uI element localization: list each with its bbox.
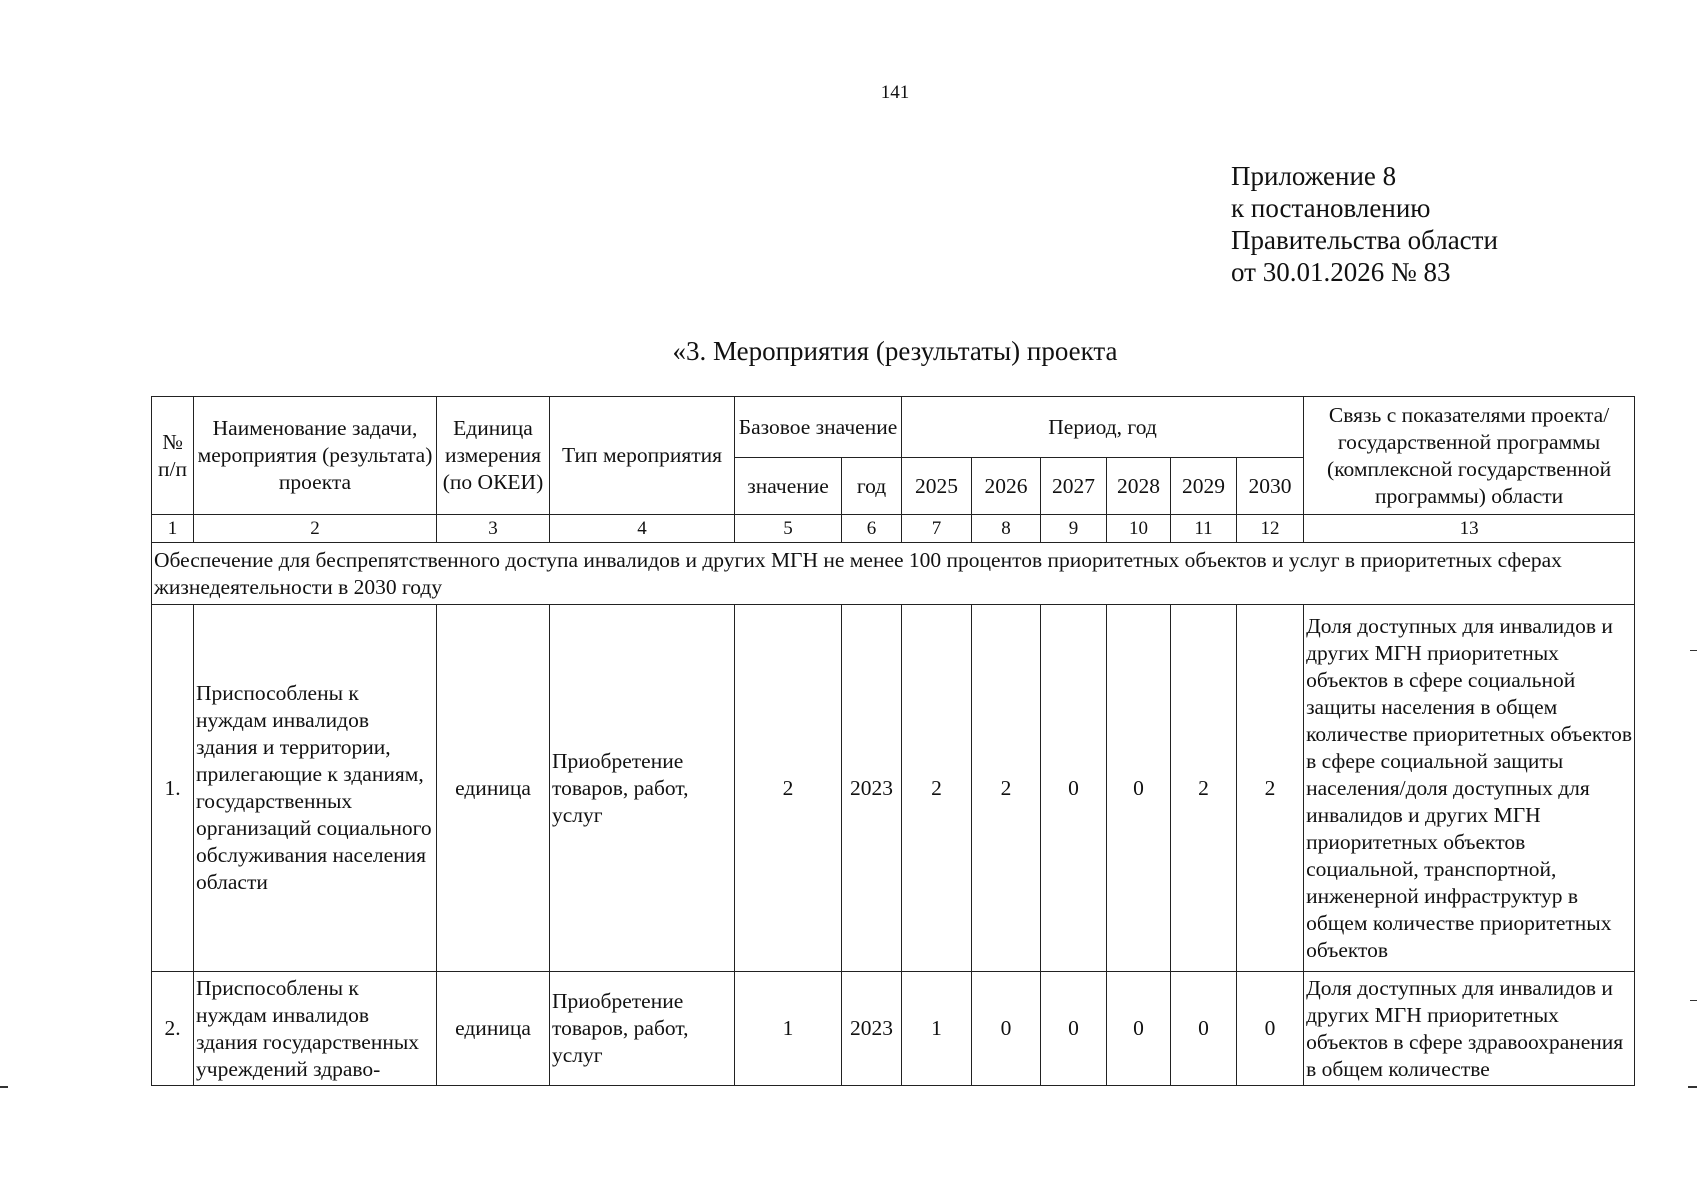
row-unit: единица — [437, 972, 550, 1086]
row-value-2028: 0 — [1107, 605, 1171, 972]
row-num: 2. — [152, 972, 194, 1086]
row-type: Приобретение товаров, работ, услуг — [550, 605, 735, 972]
appendix-line-2: к постановлению — [1231, 193, 1431, 223]
col-number: 4 — [550, 515, 735, 543]
col-number: 2 — [194, 515, 437, 543]
col-number: 10 — [1107, 515, 1171, 543]
header-base-value: значение — [735, 458, 842, 515]
header-year-2027: 2027 — [1041, 458, 1107, 515]
row-base-year: 2023 — [842, 972, 902, 1086]
scan-mark — [1690, 650, 1697, 651]
col-number: 6 — [842, 515, 902, 543]
row-value-2030: 2 — [1237, 605, 1304, 972]
row-value-2025: 1 — [902, 972, 972, 1086]
appendix-line-1: Приложение 8 — [1231, 161, 1397, 191]
row-num: 1. — [152, 605, 194, 972]
row-value-2029: 2 — [1171, 605, 1237, 972]
row-value-2030: 0 — [1237, 972, 1304, 1086]
header-type: Тип мероприятия — [550, 397, 735, 515]
row-link: Доля доступных для инвалидов и других МГН приоритетных объектов в сфере социальной защиты населения в общем количестве приоритетных объектов в сфере социальной защиты населения/доля доступных для инвалидов и других МГН приоритетных объектов социальной, транспортной, инженерной инфраструктур в общем количестве приоритетных объектов — [1304, 605, 1635, 972]
header-year-2028: 2028 — [1107, 458, 1171, 515]
row-value-2026: 2 — [972, 605, 1041, 972]
row-value-2027: 0 — [1041, 972, 1107, 1086]
col-number: 11 — [1171, 515, 1237, 543]
row-base-value: 1 — [735, 972, 842, 1086]
header-year-2030: 2030 — [1237, 458, 1304, 515]
row-name: Приспособлены к нуждам инвалидов здания государственных учреждений здраво- — [194, 972, 437, 1086]
section-row: Обеспечение для беспрепятственного доступа инвалидов и других МГН не менее 100 процентов приоритетных объектов и услуг в приоритетных сферах жизнедеятельности в 2030 году — [152, 543, 1635, 605]
col-number: 3 — [437, 515, 550, 543]
measures-table — [151, 396, 1635, 1086]
row-value-2025: 2 — [902, 605, 972, 972]
row-link: Доля доступных для инвалидов и других МГН приоритетных объектов в сфере здравоохранения в общем количестве — [1304, 972, 1635, 1086]
row-base-value: 2 — [735, 605, 842, 972]
page-number: 141 — [880, 82, 910, 103]
header-base: Базовое значение — [735, 397, 902, 458]
appendix-line-4: от 30.01.2026 № 83 — [1231, 257, 1451, 287]
row-unit: единица — [437, 605, 550, 972]
row-name: Приспособлены к нуждам инвалидов здания и территории, прилегающие к зданиям, государственных организаций социального обслуживания населения области — [194, 605, 437, 972]
row-type: Приобретение товаров, работ, услуг — [550, 972, 735, 1086]
col-number: 9 — [1041, 515, 1107, 543]
header-unit: Единица измерения (по ОКЕИ) — [437, 397, 550, 515]
header-year-2026: 2026 — [972, 458, 1041, 515]
header-year-2029: 2029 — [1171, 458, 1237, 515]
row-value-2026: 0 — [972, 972, 1041, 1086]
table-row — [152, 605, 1635, 972]
col-number: 13 — [1304, 515, 1635, 543]
document-title: «3. Мероприятия (результаты) проекта — [672, 336, 1118, 366]
table-row — [152, 972, 1635, 1086]
header-link: Связь с показателями проекта/государственной программы (комплексной государственной программы) области — [1304, 397, 1635, 515]
header-year-2025: 2025 — [902, 458, 972, 515]
col-number: 5 — [735, 515, 842, 543]
row-value-2029: 0 — [1171, 972, 1237, 1086]
scan-mark — [1688, 1086, 1697, 1088]
header-period: Период, год — [902, 397, 1304, 458]
scan-mark — [1690, 1000, 1697, 1001]
appendix-block — [1231, 160, 1498, 288]
row-value-2028: 0 — [1107, 972, 1171, 1086]
header-base-year: год — [842, 458, 902, 515]
scan-mark — [0, 1086, 8, 1088]
col-number: 12 — [1237, 515, 1304, 543]
col-number: 8 — [972, 515, 1041, 543]
col-number: 1 — [152, 515, 194, 543]
header-num: № п/п — [152, 397, 194, 515]
col-number: 7 — [902, 515, 972, 543]
header-name: Наименование задачи, мероприятия (результата) проекта — [194, 397, 437, 515]
appendix-line-3: Правительства области — [1231, 225, 1498, 255]
row-value-2027: 0 — [1041, 605, 1107, 972]
row-base-year: 2023 — [842, 605, 902, 972]
